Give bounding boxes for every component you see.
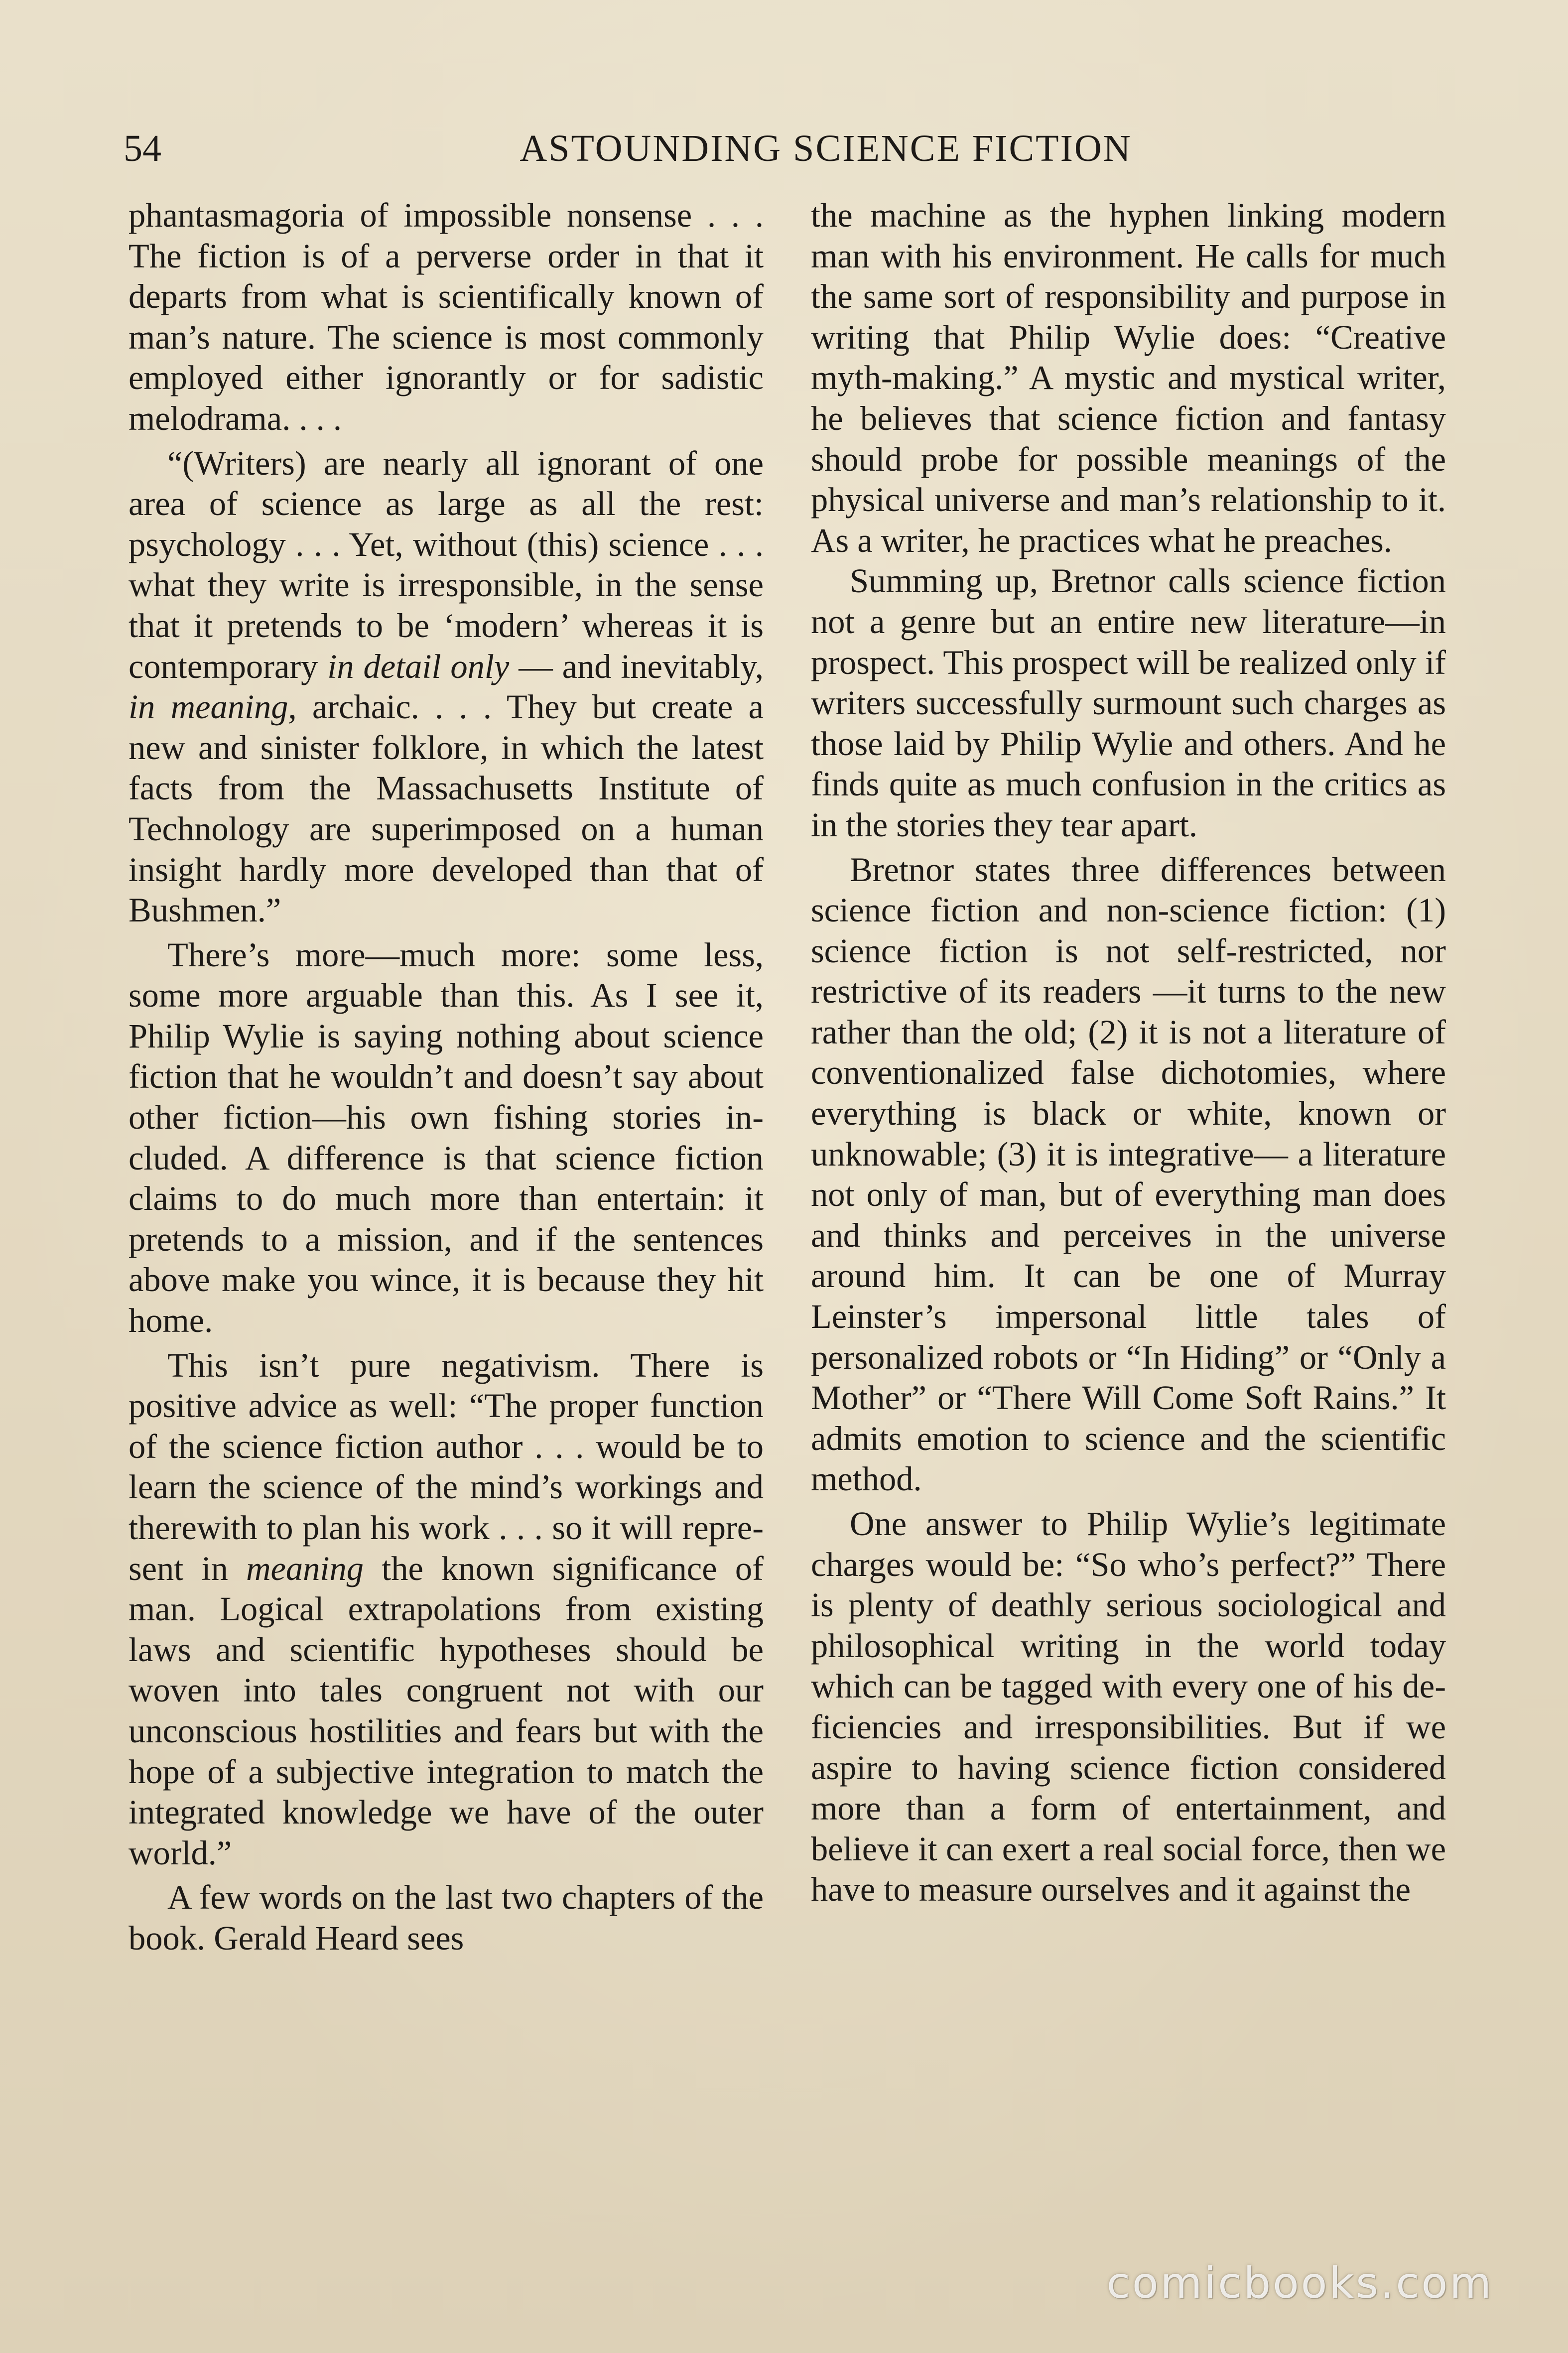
paragraph: Bretnor states three differences between science fiction and non-science fiction: (1) science fiction is not self-restricted, nor restrictive of its readers —it turns to the new rather than the old; (2) it is not a literature of conventionalized false dichotomies, where everything is black or white, known or unknowable; (3) it is integrative— a literature not only of man, but of everything man does and thinks and perceives in the universe around him. It can be one of Murray Leinster’s impersonal little tales of personalized robots or “In Hiding” or “Only a Mother” or “There Will Come Soft Rains.” It admits emotion to science and the scientific method. <box>811 850 1446 1498</box>
paragraph-positive-advice: This isn’t pure negativism. There is positive advice as well: “The proper function of the science fiction author . . . would be to learn the science of the mind’s workings and therewith to plan his work . . . so it will represent in meaning the known significance of man. Logical extrapolations from existing laws and scientific hypotheses should be woven into tales congruent not with our unconscious hostilities and fears but with the hope of a subjective integration to match the integrated knowledge we have of the outer world.” <box>129 1346 764 1872</box>
paragraph: A few words on the last two chapters of the book. Gerald Heard sees <box>129 1878 764 1957</box>
running-title: ASTOUNDING SCIENCE FICTION <box>520 128 1132 169</box>
paragraph: phantasmagoria of impossible nonsense . . . The fiction is of a perverse order in that it departs from what is scientifically known of man’s nature. The science is most commonly employed either ignorantly or for sadistic melodrama. . . . <box>129 196 764 437</box>
paragraph-quote-writers: “(Writers) are nearly all ignorant of one area of science as large as all the rest: psychology . . . Yet, without (this) science . . . what they write is irresponsible, in the sense that it pretends to be ‘modern’ whereas it is contemporary in detail only — and inevitably, in meaning, archaic. . . . They but create a new and sinister folklore, in which the latest facts from the Massachusetts Institute of Technology are superimposed on a human insight hardly more developed than that of Bushmen.” <box>129 444 764 929</box>
left-column <box>129 195 764 1959</box>
paragraph: the machine as the hyphen linking modern man with his environment. He calls for much the same sort of responsibility and purpose in writing that Philip Wylie does: “Creative myth-making.” A mystic and mystical writer, he believes that science fiction and fantasy should probe for possible meanings of the physical universe and man’s relationship to it. As a writer, he practices what he preaches. <box>811 196 1446 559</box>
paragraph: Summing up, Bretnor calls science fiction not a genre but an entire new literature—in prospect. This prospect will be realized only if writers successfully surmount such charges as those laid by Philip Wylie and others. And he finds quite as much confusion in the critics as in the stories they tear apart. <box>811 562 1446 844</box>
page-header <box>124 124 1448 178</box>
right-column <box>811 195 1446 1910</box>
watermark: comicbooks.com <box>1106 2258 1493 2308</box>
paragraph: There’s more—much more: some less, some more arguable than this. As I see it, Philip Wylie is saying nothing about science fiction that he wouldn’t and doesn’t say about other fiction—his own fishing stories included. A difference is that science fiction claims to do much more than entertain: it pretends to a mission, and if the sentences above make you wince, it is because they hit home. <box>129 935 764 1340</box>
paragraph: One answer to Philip Wylie’s legitimate charges would be: “So who’s perfect?” There is plenty of deathly serious sociological and philosophical writing in the world today which can be tagged with every one of his deficiencies and irresponsibilities. But if we aspire to having science fiction considered more than a form of entertainment, and believe it can exert a real social force, then we have to measure ourselves and it against the <box>811 1505 1446 1909</box>
page-number: 54 <box>124 128 161 169</box>
